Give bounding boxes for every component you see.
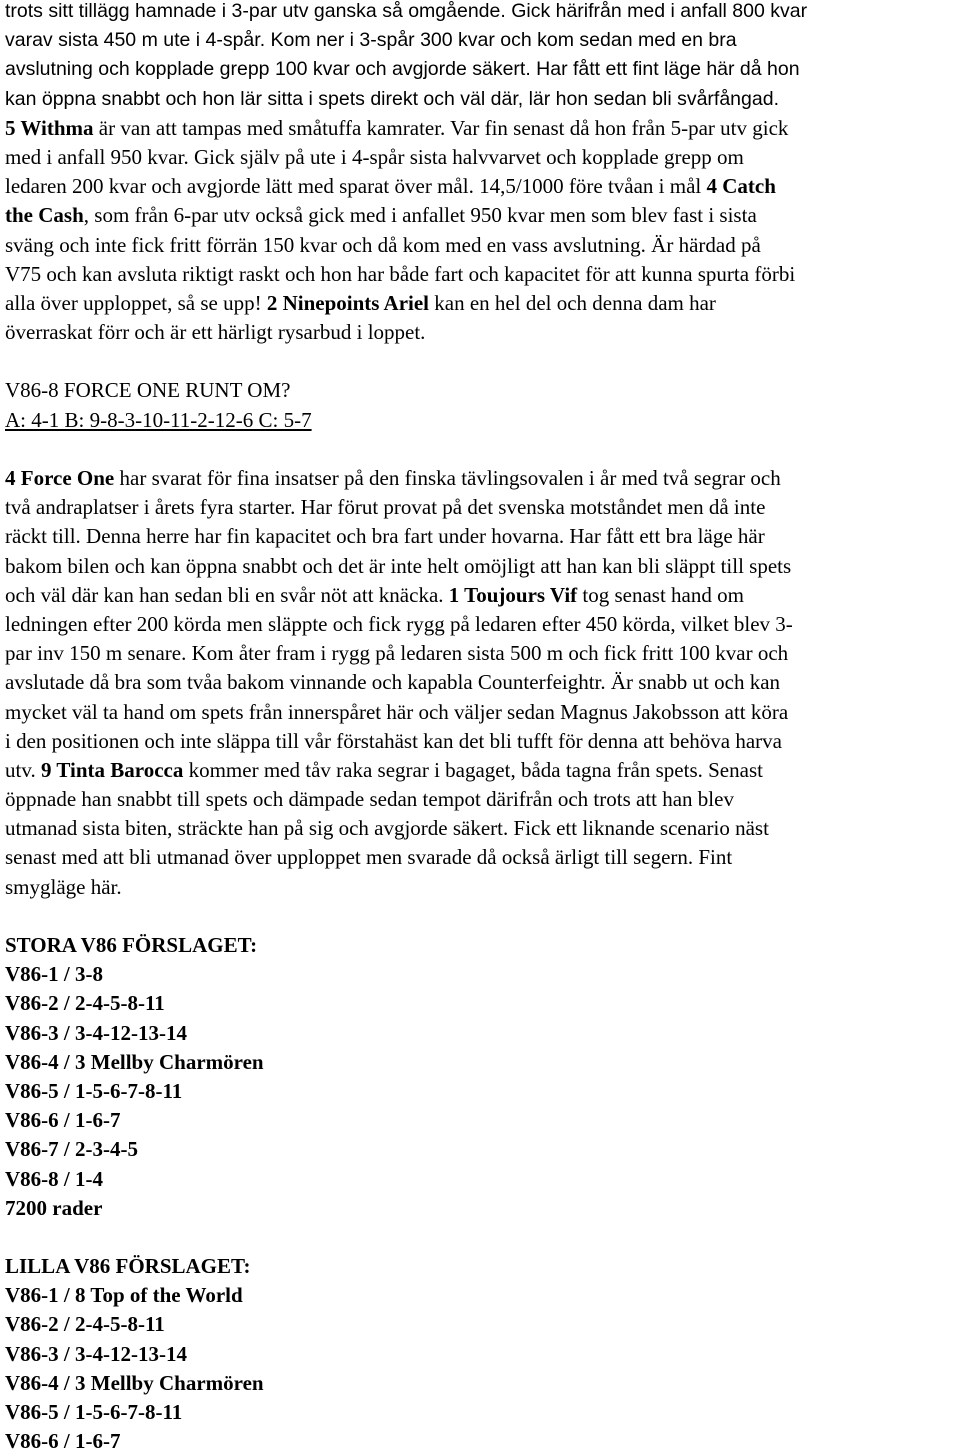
spacer — [5, 435, 957, 464]
list-item: V86-4 / 3 Mellby Charmören — [5, 1370, 264, 1395]
text-run: tog senast hand om — [577, 582, 744, 607]
race-line — [5, 552, 957, 581]
bold-text: 4 Force One — [5, 466, 115, 490]
text-run: sväng och inte fick fritt förrän 150 kvar och då kom med en vass avslutning. Är härdad på — [5, 232, 761, 257]
lilla-row — [5, 1340, 957, 1369]
intro-line — [5, 0, 957, 26]
race-groups: A: 4-1 B: 9-8-3-10-11-2-12-6 C: 5-7 — [5, 407, 312, 432]
spacer — [5, 347, 957, 376]
text-run: alla över upploppet, så se upp! — [5, 290, 267, 315]
list-item: V86-8 / 1-4 — [5, 1166, 103, 1191]
stora-row — [5, 1106, 957, 1135]
intro-line — [5, 318, 957, 347]
document-page — [5, 0, 957, 1456]
text-run: har svarat för fina insatser på den finska tävlingsovalen i år med två segrar och — [114, 466, 781, 490]
list-item: V86-6 / 1-6-7 — [5, 1108, 121, 1133]
text-run: är van att tampas med småtuffa kamrater. Var fin senast då hon från 5-par utv gick — [93, 115, 789, 140]
text-run: ledningen efter 200 körda men släppte och fick rygg på ledaren efter 450 körda, vilket blev 3- — [5, 611, 793, 636]
text-run: avslutning och kopplade grepp 100 kvar och avgjorde säkert. Har fått ett fint läge här då hon — [5, 58, 800, 81]
race-line — [5, 843, 957, 872]
list-item: 7200 rader — [5, 1195, 103, 1220]
bold-text: 1 Toujours Vif — [448, 582, 578, 607]
race-line — [5, 493, 957, 522]
text-run: V75 och kan avsluta riktigt raskt och hon har både fart och kapacitet för att kunna spurta förbi — [5, 261, 796, 286]
race-line — [5, 668, 957, 697]
text-run: och väl där kan han sedan bli en svår nöt att knäcka. — [5, 582, 449, 607]
text-run: med i anfall 950 kvar. Gick själv på ute i 4-spår sista halvvarvet och kopplade grepp om — [5, 144, 744, 169]
race-line — [5, 464, 957, 493]
stora-row — [5, 1077, 957, 1106]
text-run: öppnade han snabbt till spets och dämpade sedan tempot därifrån och trots att han blev — [5, 787, 734, 812]
stora-row — [5, 1048, 957, 1077]
bold-text: 9 Tinta Barocca — [40, 757, 184, 782]
list-item: V86-2 / 2-4-5-8-11 — [5, 991, 165, 1016]
text-run: överraskat förr och är ett härligt rysarbud i loppet. — [5, 320, 426, 345]
intro-line — [5, 114, 957, 143]
list-item: V86-3 / 3-4-12-13-14 — [5, 1341, 187, 1366]
intro-line — [5, 289, 957, 318]
stora-row — [5, 989, 957, 1018]
text-run: kan öppna snabbt och hon lär sitta i spets direkt och väl där, lär hon sedan bli svårfångad. — [5, 87, 779, 110]
text-run: utv. — [5, 757, 41, 782]
text-run: i den positionen och inte släppa till vår förstahäst kan det bli tufft för denna att behöva harva — [5, 728, 782, 753]
intro-line — [5, 231, 957, 260]
stora-row — [5, 960, 957, 989]
lilla-heading: LILLA V86 FÖRSLAGET: — [5, 1254, 251, 1279]
spacer — [5, 902, 957, 931]
text-run: bakom bilen och kan öppna snabbt och det är inte helt omöjligt att han kan bli släppt till spets — [5, 553, 792, 578]
list-item: V86-6 / 1-6-7 — [5, 1429, 121, 1454]
text-run: räckt till. Denna herre har fin kapacitet och bra fart under hovarna. Har fått ett bra läge här — [5, 524, 765, 549]
list-item: V86-5 / 1-5-6-7-8-11 — [5, 1400, 183, 1424]
text-run: utmanad sista biten, sträckte han på sig och avgjorde säkert. Fick ett liknande scenario näst — [5, 816, 769, 841]
text-run: avslutade då bra som tvåa bakom vinnande och kapabla Counterfeightr. Är snabb ut och kan — [5, 670, 781, 695]
race-line — [5, 814, 957, 843]
text-run: två andraplatser i årets fyra starter. Har förut provat på det svenska motståndet men då inte — [5, 495, 766, 520]
text-run: mycket väl ta hand om spets från innerspåret här och väljer sedan Magnus Jakobsson att köra — [5, 699, 789, 724]
intro-line — [5, 201, 957, 230]
intro-line — [5, 55, 957, 84]
stora-row — [5, 1165, 957, 1194]
list-item: V86-3 / 3-4-12-13-14 — [5, 1020, 187, 1045]
list-item: V86-4 / 3 Mellby Charmören — [5, 1049, 264, 1074]
stora-heading: STORA V86 FÖRSLAGET: — [5, 933, 258, 957]
list-item: V86-1 / 3-8 — [5, 962, 103, 987]
race-line — [5, 639, 957, 668]
race-paragraph — [5, 464, 957, 902]
text-run: varav sista 450 m ute i 4-spår. Kom ner i 3-spår 300 kvar och kom sedan med en bra — [5, 29, 737, 52]
lilla-row — [5, 1281, 957, 1310]
race-line — [5, 698, 957, 727]
stora-list — [5, 960, 957, 1223]
lilla-row — [5, 1369, 957, 1398]
race-line — [5, 873, 957, 902]
race-line — [5, 581, 957, 610]
list-item: V86-2 / 2-4-5-8-11 — [5, 1312, 165, 1337]
text-run: smygläge här. — [5, 874, 122, 899]
text-run: par inv 150 m senare. Kom åter fram i rygg på ledaren sista 500 m och fick fritt 100 kvar och — [5, 641, 789, 666]
text-run: trots sitt tillägg hamnade i 3-par utv ganska så omgående. Gick härifrån med i anfall 800 kvar — [5, 0, 808, 22]
intro-line — [5, 260, 957, 289]
bold-text: 4 Catch — [706, 174, 776, 199]
race-line — [5, 727, 957, 756]
spacer — [5, 1223, 957, 1252]
race-line — [5, 756, 957, 785]
text-run: senast med att bli utmanad över upploppet men svarade då också ärligt till segern. Fint — [5, 845, 733, 870]
bold-text: 5 Withma — [5, 115, 94, 140]
race-heading: V86-8 FORCE ONE RUNT OM? — [5, 378, 291, 403]
lilla-row — [5, 1398, 957, 1427]
bold-text: the Cash — [5, 203, 84, 228]
list-item: V86-1 / 8 Top of the World — [5, 1283, 243, 1308]
lilla-list — [5, 1281, 957, 1456]
text-run: kan en hel del och denna dam har — [429, 290, 716, 315]
race-line — [5, 785, 957, 814]
intro-line — [5, 143, 957, 172]
intro-line — [5, 85, 957, 114]
list-item: V86-7 / 2-3-4-5 — [5, 1137, 138, 1162]
stora-row — [5, 1194, 957, 1223]
list-item: V86-5 / 1-5-6-7-8-11 — [5, 1078, 183, 1103]
stora-row — [5, 1019, 957, 1048]
race-line — [5, 610, 957, 639]
text-run: , som från 6-par utv också gick med i anfallet 950 kvar men som blev fast i sista — [83, 203, 757, 228]
text-run: ledaren 200 kvar och avgjorde lätt med sparat över mål. 14,5/1000 före tvåan i mål — [5, 174, 707, 199]
stora-row — [5, 1135, 957, 1164]
bold-text: 2 Ninepoints Ariel — [266, 290, 430, 315]
intro-paragraph — [5, 0, 957, 347]
intro-line — [5, 26, 957, 55]
lilla-row — [5, 1310, 957, 1339]
intro-line — [5, 172, 957, 201]
race-line — [5, 522, 957, 551]
text-run: kommer med tåv raka segrar i bagaget, båda tagna från spets. Senast — [183, 757, 763, 782]
